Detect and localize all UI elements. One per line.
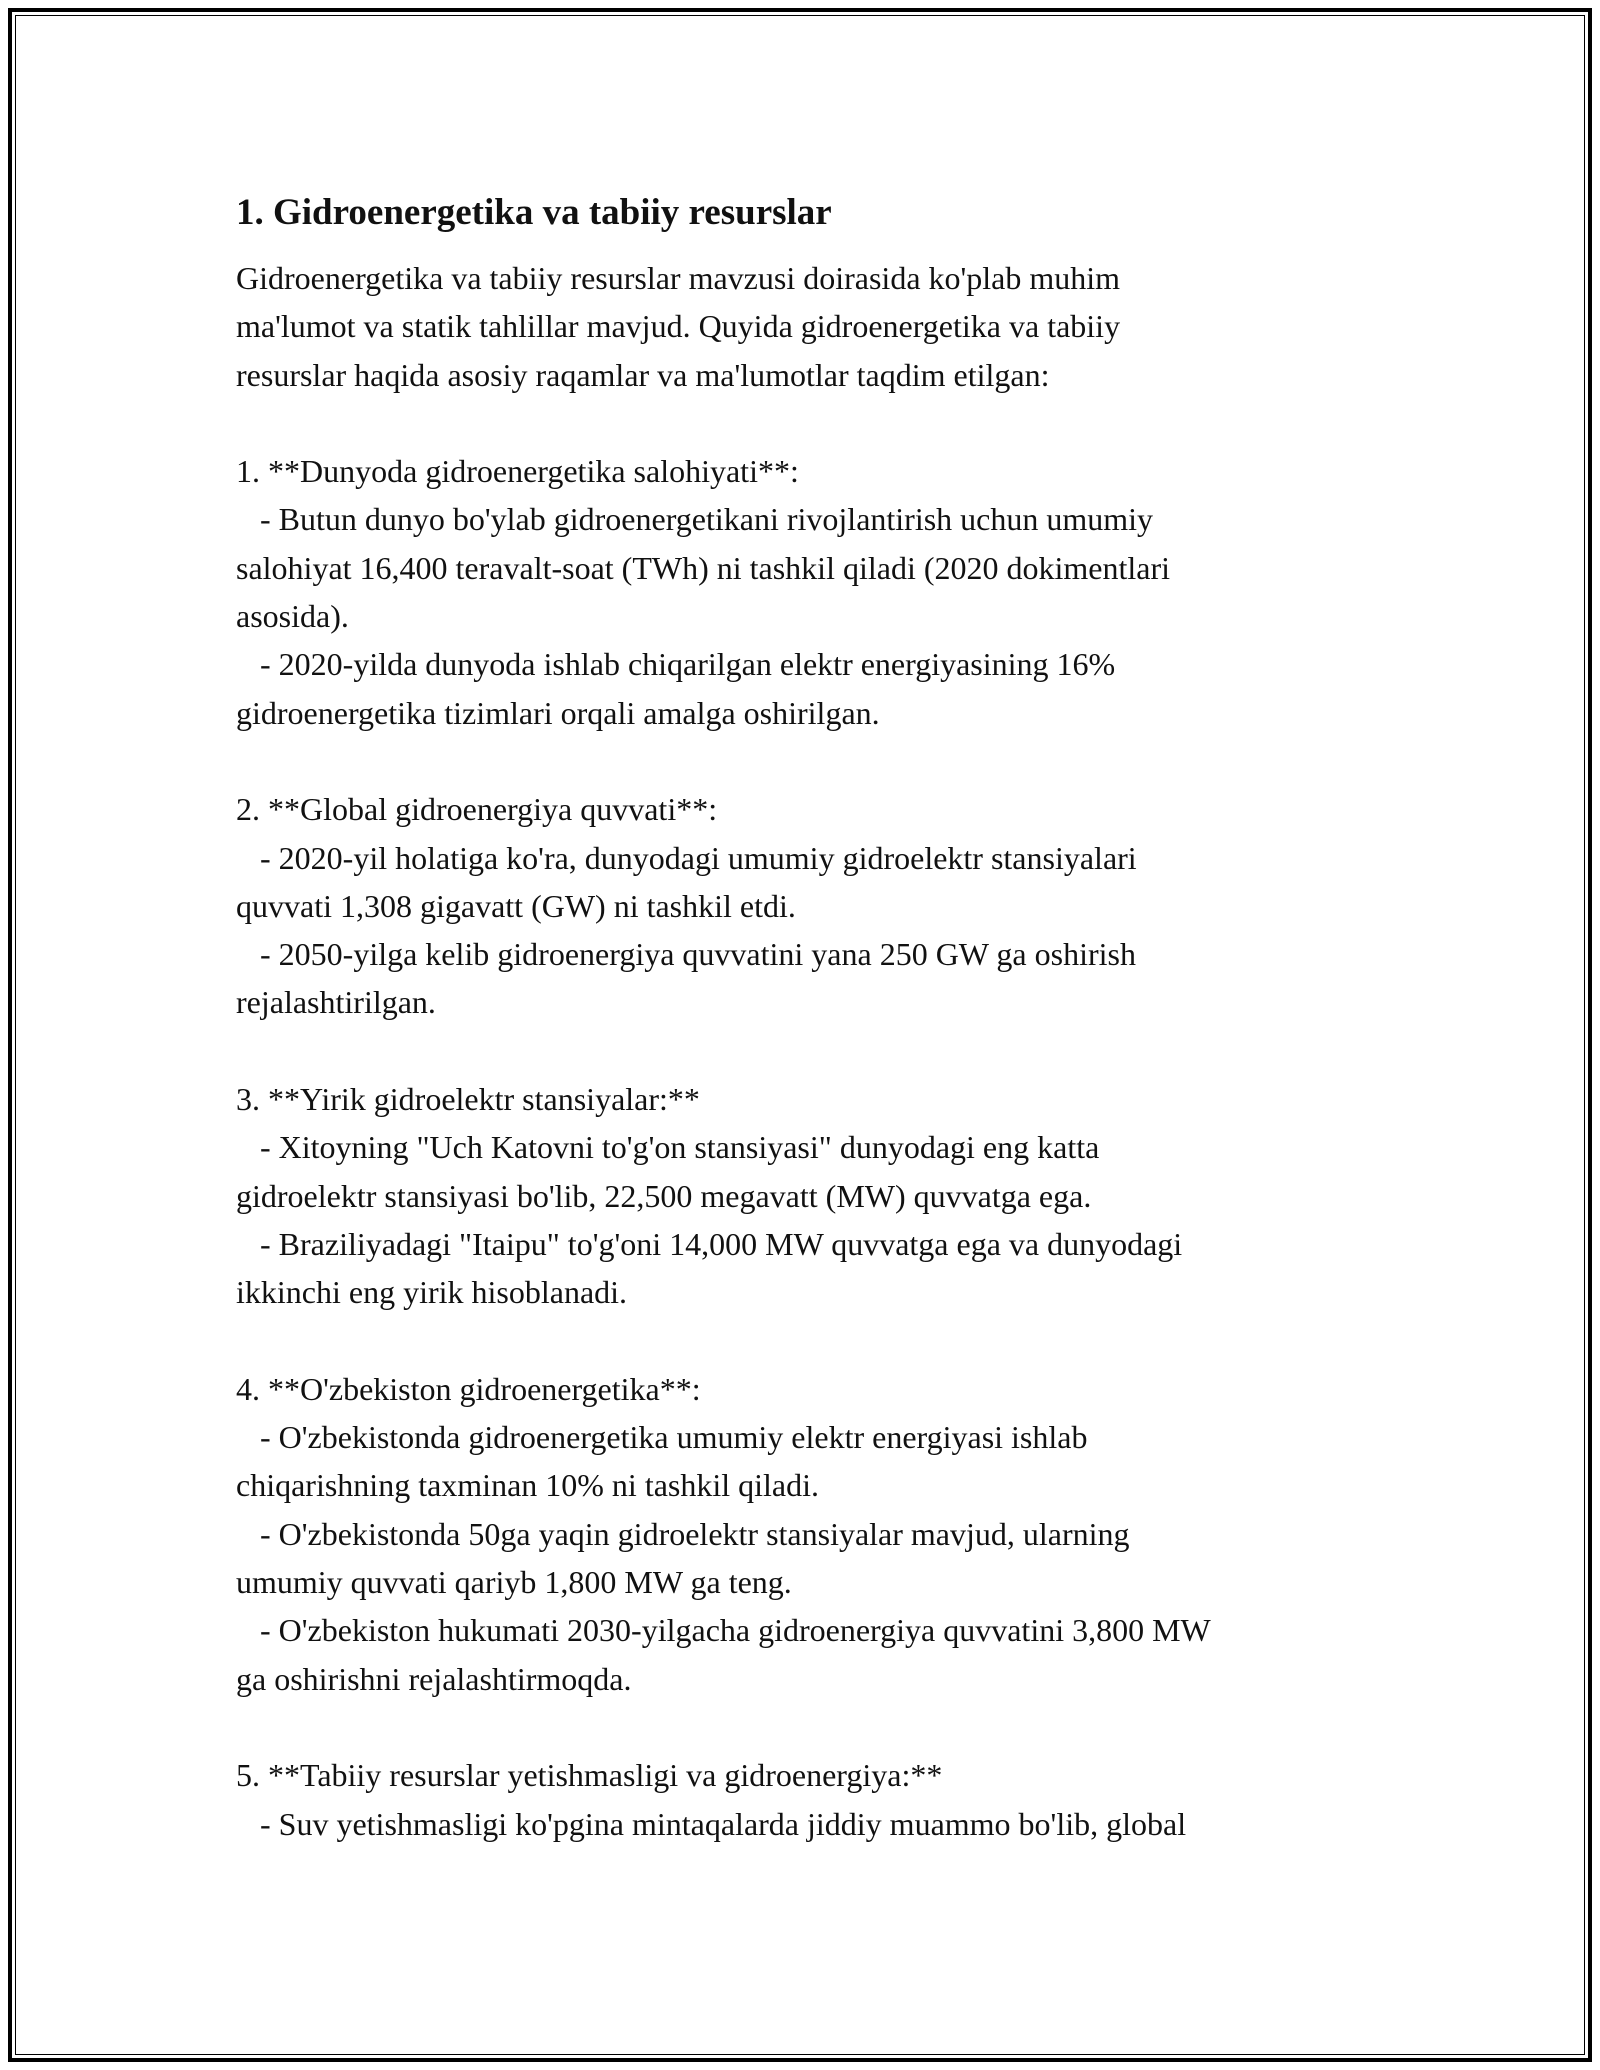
section-body: - Suv yetishmasligi ko'pgina mintaqalarda jiddiy muammo bo'lib, global [236, 1805, 1187, 1842]
blank-line [236, 1317, 1376, 1365]
blank-line [236, 399, 1376, 447]
section-1 [236, 447, 1376, 737]
section-title: 3. **Yirik gidroelektr stansiyalar:** [236, 1081, 700, 1118]
section-title: 5. **Tabiiy resurslar yetishmasligi va gidroenergiya:** [236, 1757, 943, 1794]
intro-paragraph: Gidroenergetika va tabiiy resurslar mavzusi doirasida ko'plab muhim ma'lumot va statik tahlillar mavjud. Quyida gidroenergetika va tabiiy resurslar haqida asosiy raqamlar va ma'lumotlar taqdim etilgan: [236, 260, 1121, 393]
section-body: - Xitoyning "Uch Katovni to'g'on stansiyasi" dunyodagi eng katta gidroelektr stansiyasi bo'lib, 22,500 megavatt (MW) quvvatga ega. - Braziliyadagi "Itaipu" to'g'oni 14,000 MW quvvatga ega va dunyodagi ikkinchi eng yirik hisoblanadi. [236, 1129, 1183, 1311]
blank-line [236, 1027, 1376, 1075]
document-heading: 1. Gidroenergetika va tabiiy resurslar [236, 192, 832, 233]
section-5 [236, 1751, 1376, 1848]
blank-line [236, 1703, 1376, 1751]
section-3 [236, 1075, 1376, 1316]
section-2 [236, 785, 1376, 1026]
section-body: - O'zbekistonda gidroenergetika umumiy elektr energiyasi ishlab chiqarishning taxminan 10% ni tashkil qiladi. - O'zbekistonda 50ga yaqin gidroelektr stansiyalar mavjud, ularning umumiy quvvati qariyb 1,800 MW ga teng. - O'zbekiston hukumati 2030-yilgacha gidroenergiya quvvatini 3,800 MW ga oshirishni rejalashtirmoqda. [236, 1419, 1211, 1697]
section-title: 4. **O'zbekiston gidroenergetika**: [236, 1370, 701, 1407]
section-title: 2. **Global gidroenergiya quvvati**: [236, 791, 718, 828]
section-body: - Butun dunyo bo'ylab gidroenergetikani rivojlantirish uchun umumiy salohiyat 16,400 teravalt-soat (TWh) ni tashkil qiladi (2020 dokimentlari asosida). - 2020-yilda dunyoda ishlab chiqarilgan elektr energiyasining 16% gidroenergetika tizimlari orqali amalga oshirilgan. [236, 501, 1170, 731]
blank-line [236, 737, 1376, 785]
section-title: 1. **Dunyoda gidroenergetika salohiyati**: [236, 453, 799, 490]
section-4 [236, 1365, 1376, 1703]
document-body [236, 180, 1376, 1848]
section-body: - 2020-yil holatiga ko'ra, dunyodagi umumiy gidroelektr stansiyalari quvvati 1,308 gigavatt (GW) ni tashkil etdi. - 2050-yilga kelib gidroenergiya quvvatini yana 250 GW ga oshirish rejalashtirilgan. [236, 839, 1137, 1021]
